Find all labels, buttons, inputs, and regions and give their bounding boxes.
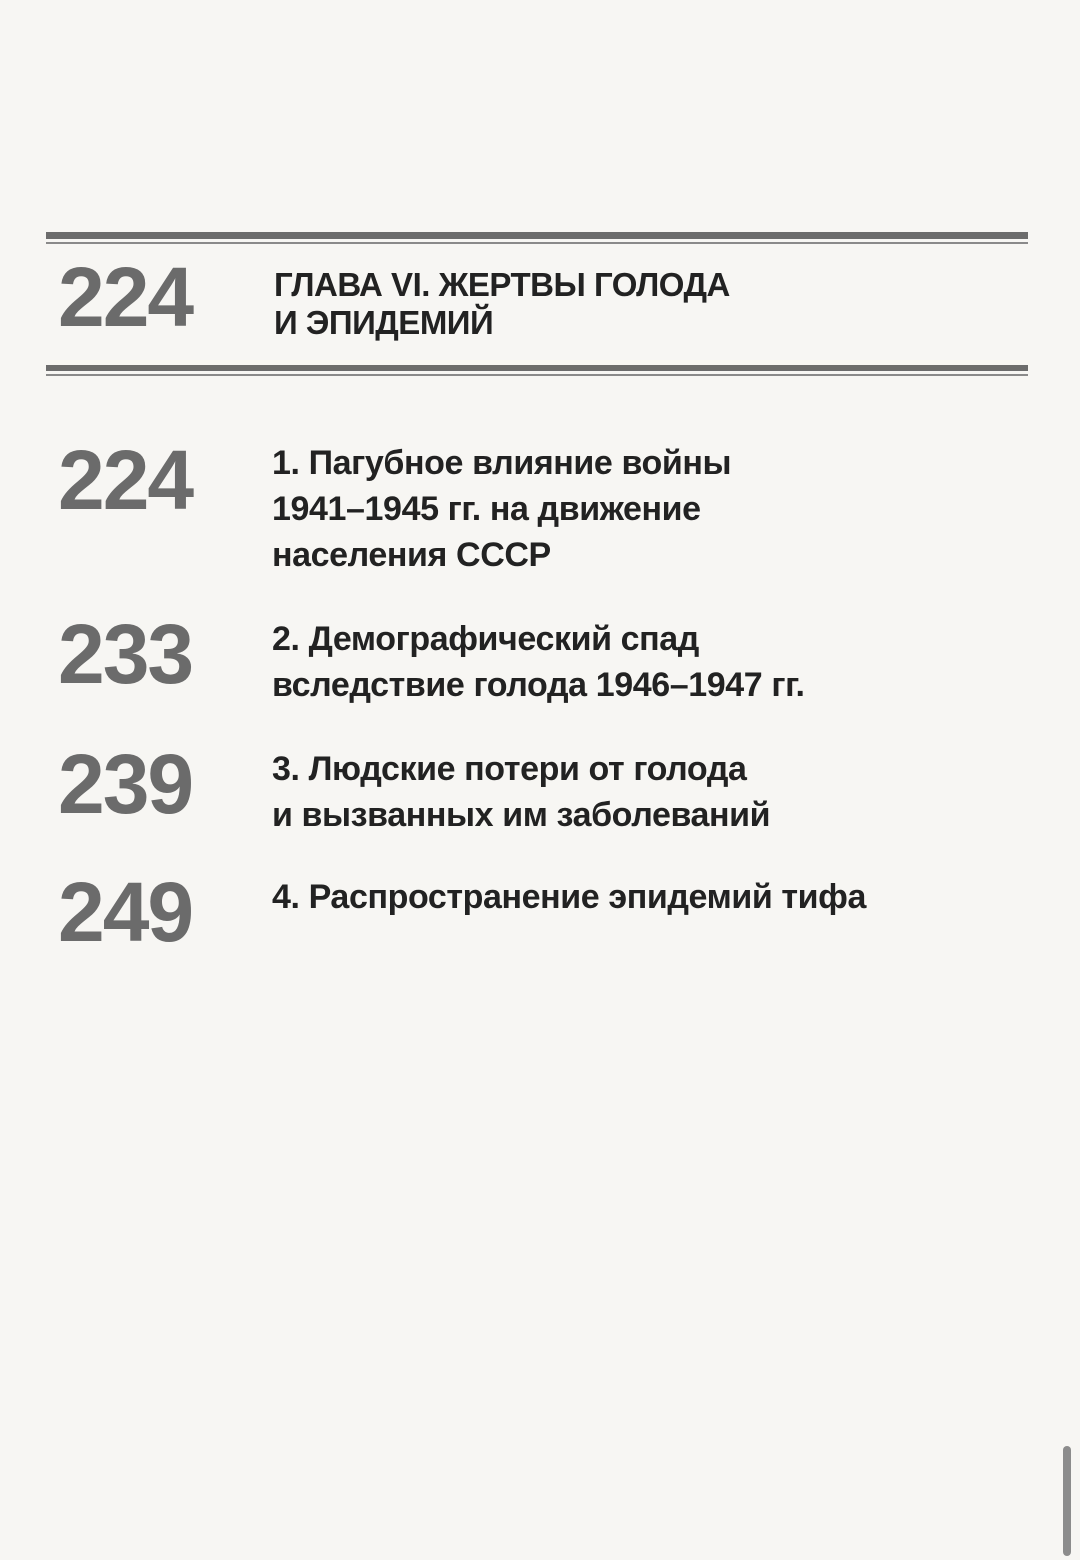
entry-title-line: 3. Людские потери от голода — [272, 750, 747, 788]
entry-title — [272, 874, 972, 920]
bottom-rule — [46, 365, 1028, 371]
chapter-page-number: 224 — [58, 250, 193, 344]
entry-page-number: 249 — [58, 865, 193, 959]
entry-page-number: 224 — [58, 433, 193, 527]
entry-page-number: 233 — [58, 607, 193, 701]
chapter-title — [274, 266, 974, 342]
entry-title-line: и вызванных им заболеваний — [272, 796, 771, 834]
entry-title-line: 2. Демографический спад — [272, 620, 699, 658]
chapter-title-line-2: И ЭПИДЕМИЙ — [274, 304, 494, 341]
entry-title-line: населения СССР — [272, 536, 551, 574]
top-rule — [46, 232, 1028, 239]
chapter-title-line-1: ГЛАВА VI. ЖЕРТВЫ ГОЛОДА — [274, 266, 730, 303]
entry-title-line: 1941–1945 гг. на движение — [272, 490, 701, 528]
entry-title — [272, 440, 972, 578]
entry-title-line: 1. Пагубное влияние войны — [272, 444, 732, 482]
top-thin-rule — [46, 242, 1028, 244]
scrollbar-thumb[interactable] — [1063, 1446, 1071, 1556]
entry-title-line: вследствие голода 1946–1947 гг. — [272, 666, 805, 704]
entry-title — [272, 746, 972, 838]
entry-title — [272, 616, 972, 708]
entry-page-number: 239 — [58, 737, 193, 831]
bottom-thin-rule — [46, 374, 1028, 376]
entry-title-line: 4. Распространение эпидемий тифа — [272, 878, 867, 916]
